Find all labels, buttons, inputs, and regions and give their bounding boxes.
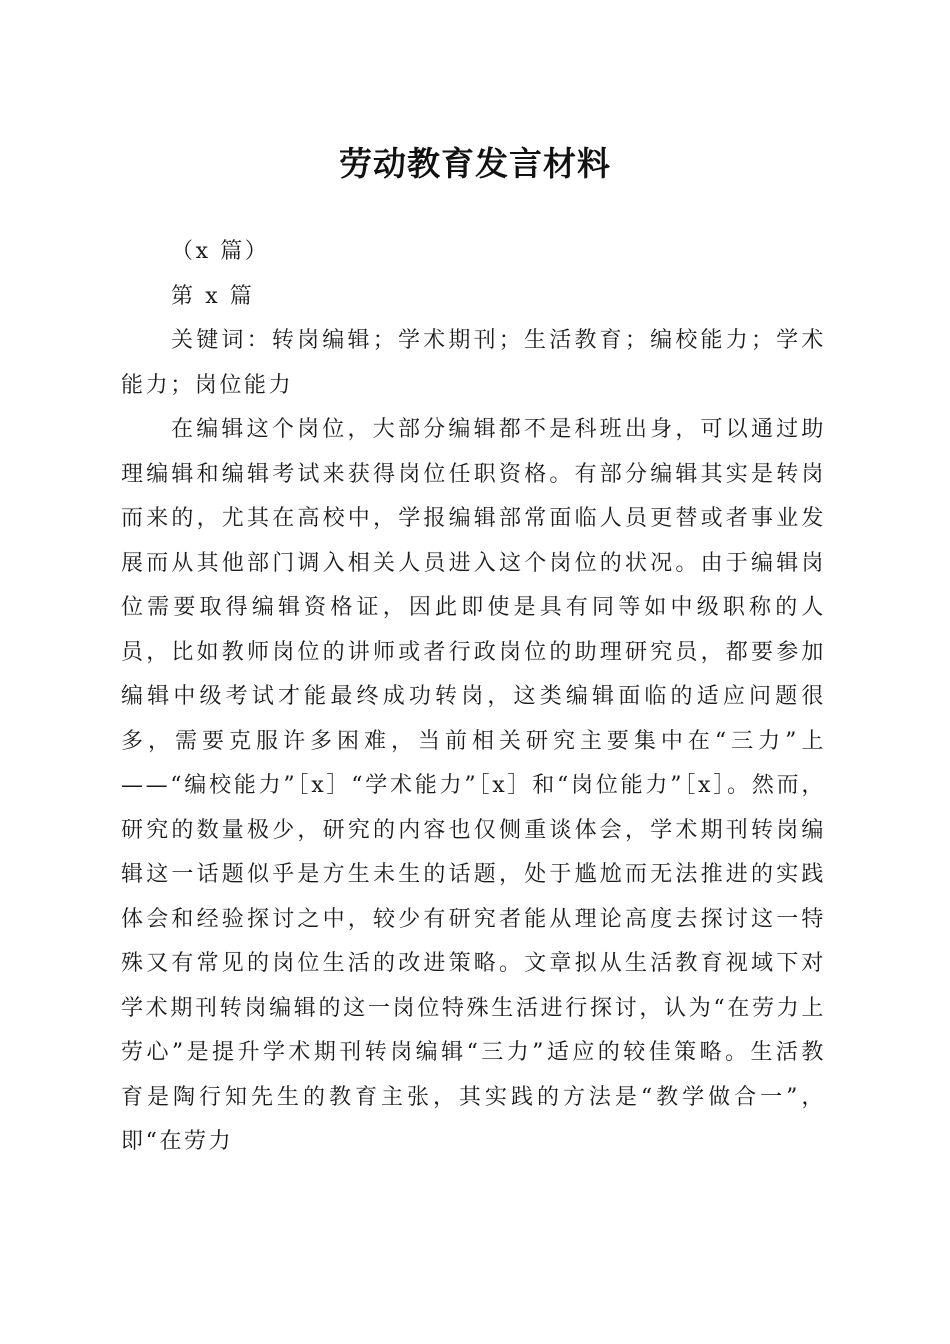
count-note: （x 篇） bbox=[171, 239, 270, 264]
section-label: 第 x 篇 bbox=[171, 283, 255, 309]
document-body bbox=[121, 230, 826, 1165]
keywords-line: 关键词：转岗编辑；学术期刊；生活教育；编校能力；学术能力；岗位能力 bbox=[121, 328, 826, 398]
document-title: 劳动教育发言材料 bbox=[339, 144, 611, 183]
body-paragraph: 在编辑这个岗位，大部分编辑都不是科班出身，可以通过助理编辑和编辑考试来获得岗位任职资格。有部分编辑其实是转岗而来的，尤其在高校中，学报编辑部常面临人员更替或者事业发展而从其他部门调入相关人员进入这个岗位的状况。由于编辑岗位需要取得编辑资格证，因此即使是具有同等如中级职称的人员，比如教师岗位的讲师或者行政岗位的助理研究员，都要参加编辑中级考试才能最终成功转岗，这类编辑面临的适应问题很多，需要克服许多困难，当前相关研究主要集中在“三力”上——“编校能力”［x］“学术能力”［x］和“岗位能力”［x］。然而，研究的数量极少，研究的内容也仅侧重谈体会，学术期刊转岗编辑这一话题似乎是方生未生的话题，处于尴尬而无法推进的实践体会和经验探讨之中，较少有研究者能从理论高度去探讨这一特殊又有常见的岗位生活的改进策略。文章拟从生活教育视域下对学术期刊转岗编辑的这一岗位特殊生活进行探讨，认为“在劳力上劳心”是提升学术期刊转岗编辑“三力”适应的较佳策略。生活教育是陶行知先生的教育主张，其实践的方法是“教学做合一”，即“在劳力 bbox=[121, 417, 826, 1154]
